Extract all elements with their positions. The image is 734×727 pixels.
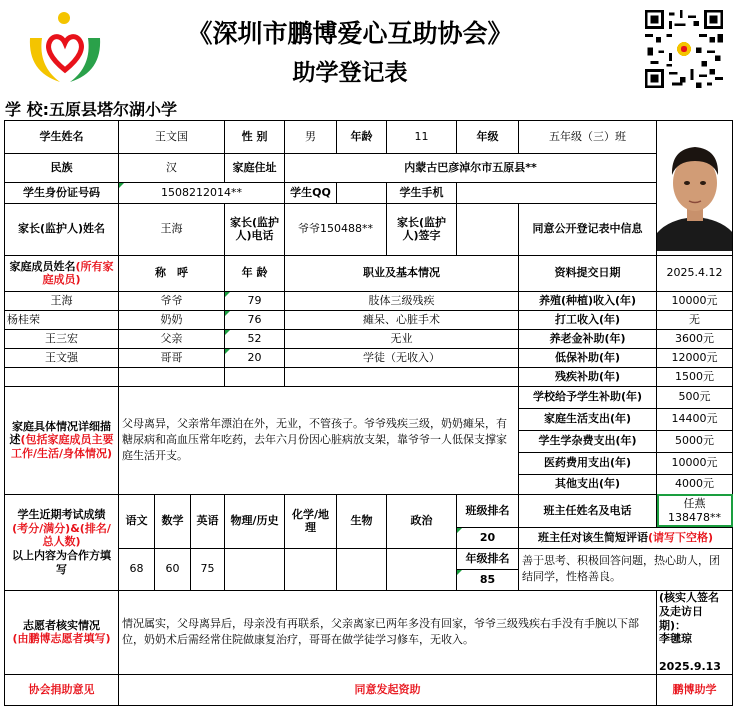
family-relation-header: 称 呼	[119, 255, 225, 291]
subject-header: 数学	[155, 494, 191, 548]
qq-label: 学生QQ	[285, 183, 337, 204]
finance-label: 低保补助(年)	[519, 348, 657, 367]
finance-label: 学校给予学生补助(年)	[519, 386, 657, 408]
member-name[interactable]	[5, 367, 119, 386]
member-age[interactable]: 20	[225, 348, 285, 367]
teacher-comment-label-text: 班主任对该生简短评语	[538, 530, 648, 544]
finance-label: 学生学杂费支出(年)	[519, 430, 657, 452]
member-name[interactable]: 王三宏	[5, 329, 119, 348]
qq-value[interactable]	[337, 183, 387, 204]
subject-header: 英语	[191, 494, 225, 548]
subject-score[interactable]	[285, 548, 337, 590]
finance-value[interactable]: 10000元	[657, 452, 733, 474]
consent-text: 同意公开登记表中信息	[519, 203, 657, 255]
gender-label: 性 别	[225, 121, 285, 154]
volunteer-sign[interactable]	[657, 590, 733, 674]
finance-value[interactable]: 3600元	[657, 329, 733, 348]
subject-header: 生物	[337, 494, 387, 548]
family-name-header-text: 家庭成员姓名	[9, 259, 76, 273]
member-name[interactable]: 王文强	[5, 348, 119, 367]
subject-score[interactable]: 68	[119, 548, 155, 590]
ethnicity-label: 民族	[5, 154, 119, 183]
family-name-header	[5, 255, 119, 291]
finance-label: 资料提交日期	[519, 255, 657, 291]
member-relation[interactable]: 奶奶	[119, 310, 225, 329]
volunteer-label	[5, 590, 119, 674]
qr-code-icon	[643, 10, 725, 88]
registration-table	[4, 120, 733, 706]
class-rank-label: 班级排名	[457, 494, 519, 527]
grade-label: 年级	[457, 121, 519, 154]
guardian-phone-label: 家长(监护人)电话	[225, 203, 285, 255]
form-title: 《深圳市鹏博爱心互助协会》	[187, 19, 513, 48]
finance-value[interactable]: 无	[657, 310, 733, 329]
finance-label: 养老金补助(年)	[519, 329, 657, 348]
member-age[interactable]: 52	[225, 329, 285, 348]
member-age[interactable]: 76	[225, 310, 285, 329]
teacher-label: 班主任姓名及电话	[519, 494, 657, 527]
finance-label: 医药费用支出(年)	[519, 452, 657, 474]
guardian-sign-value[interactable]	[457, 203, 519, 255]
form-header	[0, 0, 734, 95]
ethnicity-value[interactable]: 汉	[119, 154, 225, 183]
teacher-value[interactable]: 任燕138478**	[657, 494, 733, 527]
teacher-comment-label	[519, 527, 733, 548]
grade-value[interactable]: 五年级（三）班	[519, 121, 657, 154]
grade-rank-value[interactable]: 85	[457, 569, 519, 590]
finance-label: 养殖(种植)收入(年)	[519, 291, 657, 310]
situation-text[interactable]: 父母离异，父亲常年漂泊在外，无业，不管孩子。爷爷残疾三级，奶奶瘫呆，有糖尿病和高血压常年吃药，去年六月份因心脏病放支架，靠爷爷一人低保支撑家庭生活开支。	[119, 386, 519, 494]
student-name-value[interactable]: 王文国	[119, 121, 225, 154]
member-job[interactable]: 学徒（无收入）	[285, 348, 519, 367]
address-value[interactable]: 内蒙古巴彦淖尔市五原县**	[285, 154, 657, 183]
donation-opinion-label: 协会捐助意见	[5, 674, 119, 705]
grade-rank-label: 年级排名	[457, 548, 519, 569]
class-rank-value[interactable]: 20	[457, 527, 519, 548]
member-relation[interactable]: 哥哥	[119, 348, 225, 367]
member-job[interactable]: 肢体三级残疾	[285, 291, 519, 310]
subject-score[interactable]	[225, 548, 285, 590]
id-value[interactable]: 1508212014**	[119, 183, 285, 204]
finance-value[interactable]: 12000元	[657, 348, 733, 367]
form-subtitle: 助学登记表	[292, 59, 408, 86]
volunteer-text[interactable]: 情况属实，父母离异后，母亲没有再联系，父亲离家已两年多没有回家，爷爷三级残疾右手没有手腕以下部位，奶奶术后需经常住院做康复治疗，哥哥在做学徒学习修车，无收入。	[119, 590, 657, 674]
finance-label: 其他支出(年)	[519, 474, 657, 494]
subject-header: 物理/历史	[225, 494, 285, 548]
member-job[interactable]: 瘫呆、心脏手术	[285, 310, 519, 329]
finance-value[interactable]: 1500元	[657, 367, 733, 386]
finance-value[interactable]: 500元	[657, 386, 733, 408]
situation-label	[5, 386, 119, 494]
member-name[interactable]: 杨桂荣	[5, 310, 119, 329]
id-label: 学生身份证号码	[5, 183, 119, 204]
subject-header: 语文	[119, 494, 155, 548]
finance-value[interactable]: 5000元	[657, 430, 733, 452]
teacher-comment[interactable]: 善于思考、积极回答问题，热心助人，团结同学，性格善良。	[519, 548, 733, 590]
volunteer-label-note: (由鹏博志愿者填写)	[12, 632, 111, 646]
finance-value[interactable]: 10000元	[657, 291, 733, 310]
subject-score[interactable]	[337, 548, 387, 590]
guardian-name-value[interactable]: 王海	[119, 203, 225, 255]
association-logo-icon	[20, 8, 112, 88]
finance-label: 打工收入(年)	[519, 310, 657, 329]
member-name[interactable]: 王海	[5, 291, 119, 310]
member-age[interactable]	[225, 367, 285, 386]
finance-label: 残疾补助(年)	[519, 367, 657, 386]
scores-label-note: (考分/满分)&(排名/总人数)	[12, 521, 111, 549]
age-value[interactable]: 11	[387, 121, 457, 154]
address-label: 家庭住址	[225, 154, 285, 183]
family-age-header: 年 龄	[225, 255, 285, 291]
member-age[interactable]: 79	[225, 291, 285, 310]
member-relation[interactable]: 父亲	[119, 329, 225, 348]
guardian-sign-label: 家长(监护人)签字	[387, 203, 457, 255]
donation-opinion[interactable]: 同意发起资助	[119, 674, 657, 705]
student-photo-icon	[657, 121, 733, 251]
volunteer-signer: 李毽琼	[659, 632, 693, 646]
gender-value[interactable]: 男	[285, 121, 337, 154]
scores-label	[5, 494, 119, 590]
member-job[interactable]: 无业	[285, 329, 519, 348]
scores-label-text: 学生近期考试成绩	[17, 507, 106, 521]
phone-label: 学生手机	[387, 183, 457, 204]
subject-score[interactable]: 75	[191, 548, 225, 590]
volunteer-date: 2025.9.13	[659, 659, 721, 673]
situation-label-text: 家庭具体情况详细描述	[9, 419, 111, 447]
family-job-header: 职业及基本情况	[285, 255, 519, 291]
guardian-name-label: 家长(监护人)姓名	[5, 203, 119, 255]
subject-header: 政治	[387, 494, 457, 548]
phone-value[interactable]	[457, 183, 657, 204]
volunteer-sign-label: (核实人签名及走访日期)：	[659, 591, 720, 632]
subject-score[interactable]: 60	[155, 548, 191, 590]
member-relation[interactable]: 爷爷	[119, 291, 225, 310]
finance-value[interactable]: 2025.4.12	[657, 255, 733, 291]
student-name-label: 学生姓名	[5, 121, 119, 154]
organization-name: 鹏博助学	[657, 674, 733, 705]
school-name: 学 校:五原县塔尔湖小学	[5, 100, 177, 119]
volunteer-label-text: 志愿者核实情况	[23, 618, 100, 632]
family-name-header-note: (所有家庭成员)	[42, 259, 114, 287]
subject-score[interactable]	[387, 548, 457, 590]
age-label: 年龄	[337, 121, 387, 154]
finance-label: 家庭生活支出(年)	[519, 408, 657, 430]
finance-value[interactable]: 14400元	[657, 408, 733, 430]
situation-label-note: (包括家庭成员主要工作/生活/身体情况)	[10, 433, 114, 461]
member-job[interactable]	[285, 367, 519, 386]
finance-value[interactable]: 4000元	[657, 474, 733, 494]
member-relation[interactable]	[119, 367, 225, 386]
scores-label-partner: 以上内容为合作方填写	[12, 549, 111, 576]
teacher-comment-label-note: (请写下空格)	[648, 530, 714, 544]
guardian-phone-value[interactable]: 爷爷150488**	[285, 203, 387, 255]
student-photo	[657, 121, 733, 256]
subject-header: 化学/地理	[285, 494, 337, 548]
